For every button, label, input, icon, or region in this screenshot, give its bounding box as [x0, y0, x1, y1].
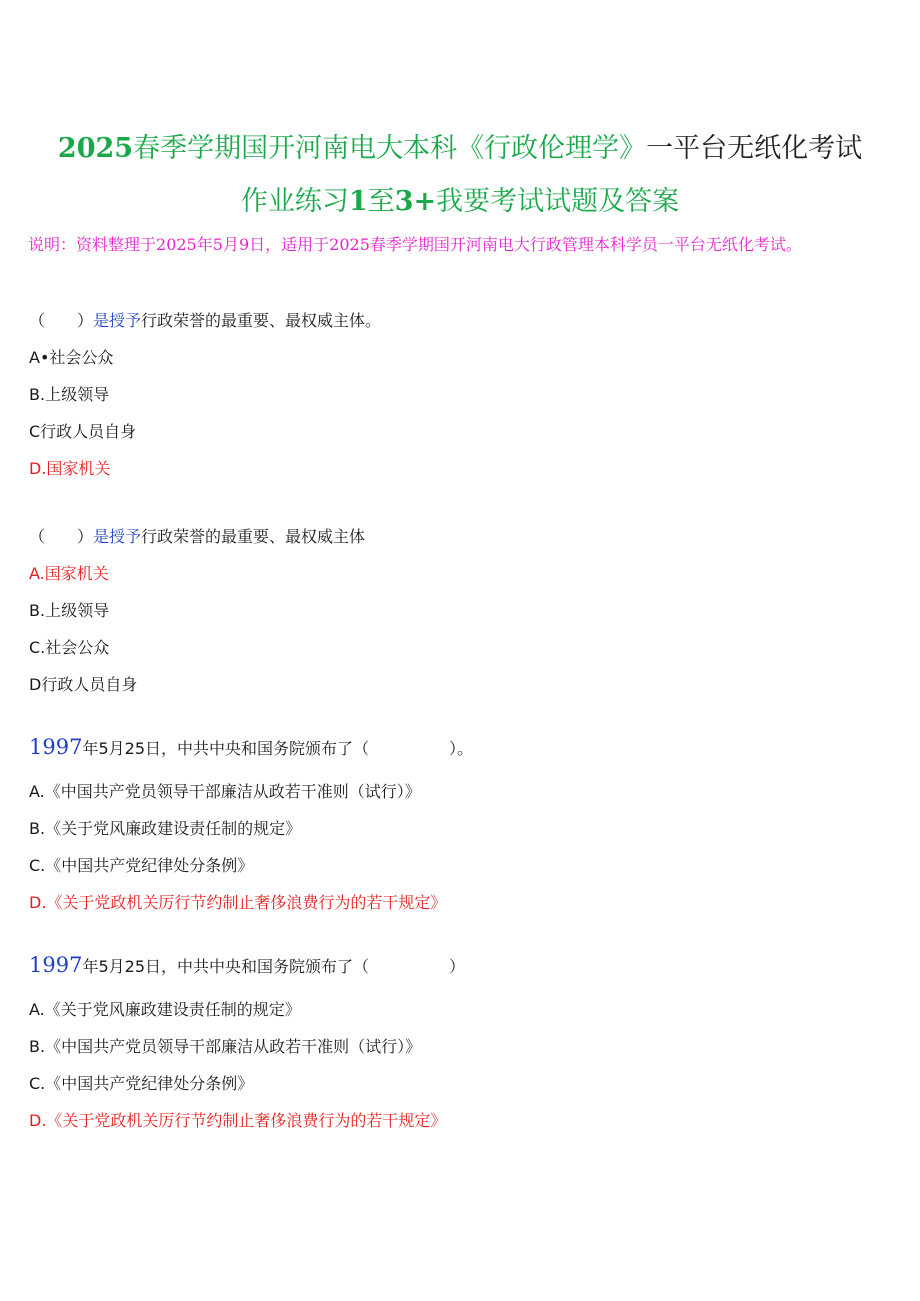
question-text: 年5月25日，中共中央和国务院颁布了（ ）。	[82, 739, 473, 758]
question-1-option-a: A•社会公众	[29, 348, 114, 367]
title-answers: 我要考试试题及答案	[436, 186, 680, 217]
question-3-option-d-answer: D.《关于党政机关厉行节约制止奢侈浪费行为的若干规定》	[29, 893, 447, 912]
document-title-line-2	[0, 184, 920, 220]
question-1-option-d-answer: D.国家机关	[29, 459, 111, 478]
note-month-unit: 月	[222, 235, 239, 254]
question-1	[29, 310, 381, 332]
question-2	[29, 526, 365, 548]
question-3-option-c: C.《中国共产党纪律处分条例》	[29, 856, 254, 875]
question-1-option-b: B.上级领导	[29, 385, 110, 404]
question-text: 行政荣誉的最重要、最权威主体	[141, 527, 366, 546]
title-to: 至	[367, 186, 395, 217]
question-3	[29, 736, 473, 760]
note-day: 9	[238, 235, 250, 254]
question-2-option-b: B.上级领导	[29, 601, 110, 620]
title-practice-num2: 3+	[394, 186, 437, 217]
title-practice: 作业练习	[240, 186, 349, 217]
note-month: 5	[212, 235, 223, 254]
question-2-option-a-answer: A.国家机关	[29, 564, 109, 583]
question-keyword: 是授予	[93, 527, 142, 546]
question-text: 年5月25日，中共中央和国务院颁布了（ ）	[82, 957, 465, 976]
question-4-option-b: B.《中国共产党员领导干部廉洁从政若干准则（试行）》	[29, 1037, 422, 1056]
title-exam-platform: 一平台无纸化考试	[646, 133, 863, 164]
note-applies: 日，适用于	[249, 235, 330, 254]
note-suffix: 春季学期国开河南电大行政管理本科学员一平台无纸化考试。	[369, 235, 802, 254]
note-term-year: 2025	[329, 235, 370, 254]
title-course: 春季学期国开河南电大本科《行政伦理学》	[133, 133, 647, 164]
question-year: 1997	[29, 735, 83, 759]
note-year: 2025	[156, 235, 197, 254]
question-keyword: 是授予	[93, 311, 142, 330]
question-2-option-d: D行政人员自身	[29, 675, 138, 694]
question-blank: （ ）	[29, 527, 94, 546]
title-practice-num1: 1	[348, 186, 368, 217]
question-blank: （ ）	[29, 311, 94, 330]
question-1-option-c: C行政人员自身	[29, 422, 137, 441]
question-2-option-c: C.社会公众	[29, 638, 110, 657]
question-4-option-a: A.《关于党风廉政建设责任制的规定》	[29, 1000, 301, 1019]
question-year: 1997	[29, 953, 83, 977]
note-prefix: 说明：资料整理于	[28, 235, 157, 254]
question-4-option-c: C.《中国共产党纪律处分条例》	[29, 1074, 254, 1093]
document-title-line-1	[0, 131, 920, 167]
note-year-unit: 年	[196, 235, 213, 254]
question-4-option-d-answer: D.《关于党政机关厉行节约制止奢侈浪费行为的若干规定》	[29, 1111, 447, 1130]
explanation-note	[28, 226, 890, 264]
question-3-option-b: B.《关于党风廉政建设责任制的规定》	[29, 819, 302, 838]
question-text: 行政荣誉的最重要、最权威主体。	[141, 311, 382, 330]
question-3-option-a: A.《中国共产党员领导干部廉洁从政若干准则（试行）》	[29, 782, 421, 801]
question-4	[29, 954, 465, 978]
title-year: 2025	[57, 133, 134, 164]
